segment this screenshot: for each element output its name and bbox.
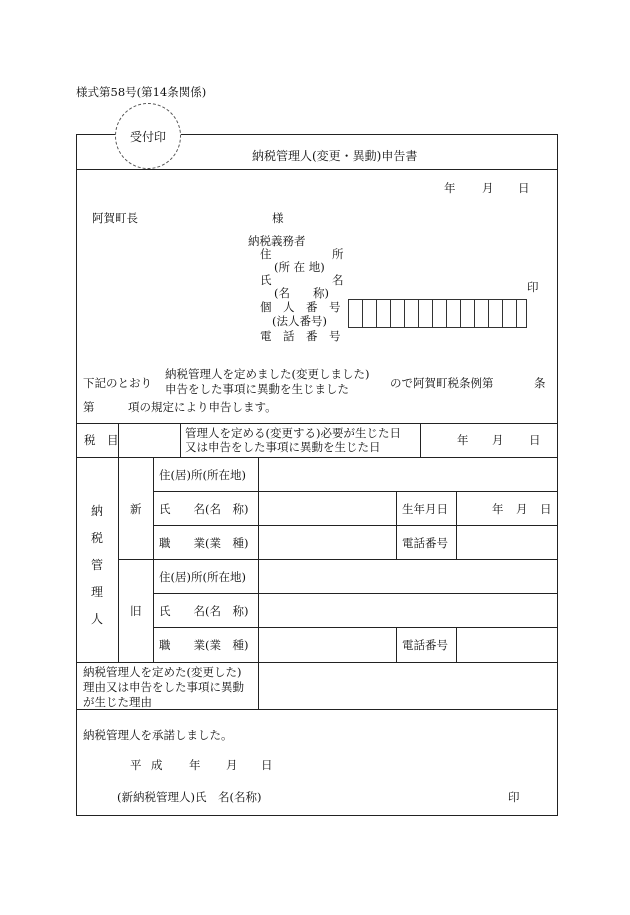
frame-left (76, 134, 77, 815)
manager-label (87, 498, 107, 633)
title-divider (76, 169, 558, 170)
divider (258, 457, 259, 709)
divider (420, 423, 421, 457)
number-digit-box[interactable] (503, 300, 517, 327)
statement-option-2: 申告をした事項に異動を生じました (165, 382, 349, 396)
taxpayer-name-sub: (名 称) (274, 286, 329, 300)
number-digit-box[interactable] (391, 300, 405, 327)
divider (456, 627, 457, 662)
number-digit-box[interactable] (489, 300, 503, 327)
manager-label-char: 管 (90, 558, 103, 572)
tax-date-year: 年 (457, 433, 469, 447)
divider (153, 627, 558, 628)
manager-label-char: 税 (90, 531, 103, 545)
receipt-stamp-label: 受付印 (129, 130, 166, 144)
taxpayer-heading: 納税義務者 (248, 234, 306, 248)
reason-line-1: 納税管理人を定めた(変更した) (83, 665, 242, 679)
divider (76, 709, 558, 710)
reason-line-3: が生じた理由 (83, 695, 152, 709)
divider (153, 525, 558, 526)
taxpayer-seal: 印 (527, 280, 539, 294)
statement-second-prefix: 第 (83, 400, 95, 414)
number-digit-box[interactable] (433, 300, 447, 327)
acceptance-era-2: 成 (151, 758, 163, 772)
divider (153, 593, 558, 594)
statement-second-rest: 項の規定により申告します。 (128, 400, 277, 414)
divider (76, 662, 558, 663)
receipt-stamp (115, 103, 181, 169)
new-birth-year: 年 (492, 502, 504, 516)
manager-label-char: 人 (90, 612, 103, 626)
number-digit-box[interactable] (447, 300, 461, 327)
acceptance-era-1: 平 (130, 758, 142, 772)
new-birth-day: 日 (540, 502, 552, 516)
new-birth-month: 月 (516, 502, 528, 516)
tax-date-desc-1: 管理人を定める(変更する)必要が生じた日 (185, 426, 401, 440)
acceptance-year: 年 (189, 758, 201, 772)
new-address-label: 住(居)所(所在地) (159, 468, 246, 482)
new-name-label: 氏 名(名 称) (159, 502, 249, 516)
acceptance-day: 日 (261, 758, 273, 772)
manager-label-char: 納 (90, 504, 103, 518)
divider (396, 627, 397, 662)
statement-middle: ので阿賀町税条例第 (390, 376, 494, 390)
tax-row-top (76, 423, 558, 424)
tax-date-month: 月 (492, 433, 504, 447)
taxpayer-address-sub: (所 在 地) (274, 260, 325, 274)
acceptance-seal: 印 (508, 790, 520, 804)
manager-table-top (76, 457, 558, 458)
acceptance-text: 納税管理人を承諾しました。 (83, 728, 233, 742)
taxpayer-phone-label: 電 話 番 号 (260, 329, 341, 343)
number-digit-box[interactable] (363, 300, 377, 327)
honorific: 様 (272, 211, 284, 225)
date-year: 年 (444, 181, 456, 195)
number-digit-box[interactable] (461, 300, 475, 327)
reason-line-2: 理由又は申告をした事項に異動 (83, 680, 244, 694)
form-title: 納税管理人(変更・異動)申告書 (252, 149, 418, 163)
new-phone-label: 電話番号 (402, 536, 448, 550)
old-label: 旧 (130, 604, 142, 618)
taxpayer-address-1: 住 (260, 247, 272, 261)
taxpayer-name-1: 氏 (260, 273, 272, 287)
number-digit-box[interactable] (377, 300, 391, 327)
acceptance-month: 月 (226, 758, 238, 772)
divider (180, 423, 181, 457)
divider (118, 559, 558, 560)
tax-date-desc-2: 又は申告をした事項に異動を生じた日 (185, 440, 381, 454)
frame-right (557, 134, 558, 815)
statement-option-1: 納税管理人を定めました(変更しました) (165, 367, 370, 381)
taxpayer-address-2: 所 (332, 247, 344, 261)
number-digit-box[interactable] (475, 300, 489, 327)
frame-bottom (76, 815, 558, 816)
statement-article: 条 (534, 376, 546, 390)
tax-date-day: 日 (529, 433, 541, 447)
divider (153, 491, 558, 492)
taxpayer-number-label: 個 人 番 号 (260, 300, 341, 314)
new-label: 新 (130, 502, 142, 516)
old-phone-label: 電話番号 (402, 638, 448, 652)
taxpayer-name-2: 名 (332, 273, 344, 287)
old-name-label: 氏 名(名 称) (159, 604, 249, 618)
form-number: 様式第58号(第14条関係) (76, 85, 207, 99)
manager-label-char: 理 (90, 585, 103, 599)
statement-prefix: 下記のとおり (83, 376, 152, 390)
new-occupation-label: 職 業(業 種) (159, 536, 249, 550)
date-month: 月 (482, 181, 494, 195)
number-digit-box[interactable] (405, 300, 419, 327)
old-occupation-label: 職 業(業 種) (159, 638, 249, 652)
number-digit-box[interactable] (349, 300, 363, 327)
divider (118, 423, 119, 457)
old-address-label: 住(居)所(所在地) (159, 570, 246, 584)
date-day: 日 (518, 181, 530, 195)
new-birthdate-label: 生年月日 (402, 502, 448, 516)
individual-number-boxes[interactable] (348, 299, 527, 328)
recipient: 阿賀町長 (92, 211, 138, 225)
taxpayer-number-sub: (法人番号) (272, 314, 327, 328)
acceptance-signer: (新納税管理人)氏 名(名称) (117, 790, 262, 804)
tax-item-label: 税 目 (84, 433, 119, 447)
number-digit-box[interactable] (419, 300, 433, 327)
